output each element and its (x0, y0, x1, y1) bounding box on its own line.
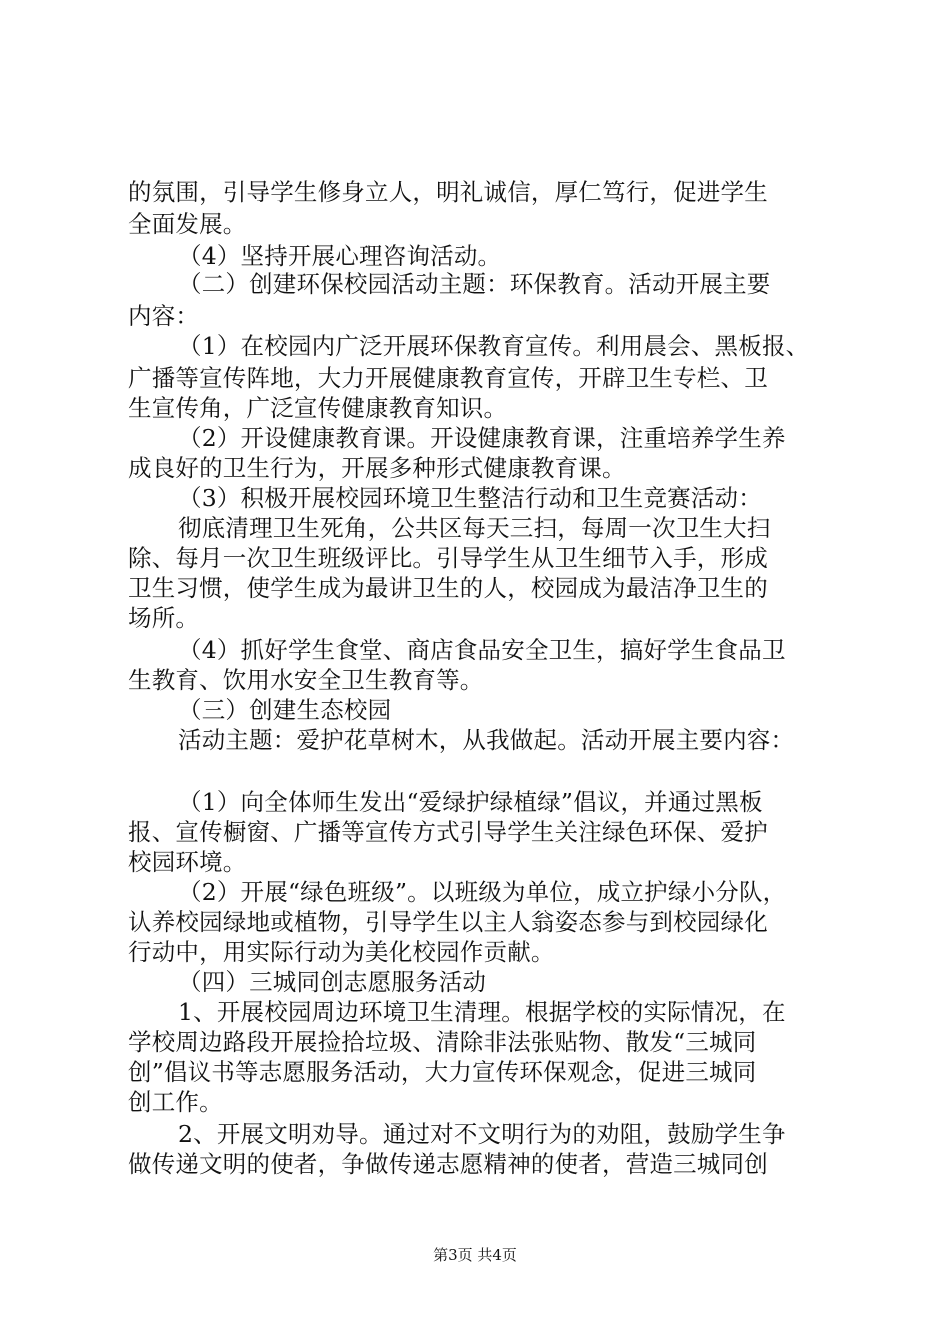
text-line: （三）创建生态校园 (178, 696, 392, 724)
text-line: （4）抓好学生食堂、商店食品安全卫生，搞好学生食品卫 (178, 636, 786, 664)
text-line: （2）开设健康教育课。开设健康教育课，注重培养学生养 (178, 424, 786, 452)
text-line: 的氛围，引导学生修身立人，明礼诚信，厚仁笃行，促进学生 (128, 178, 768, 206)
text-line: （二）创建环保校园活动主题：环保教育。活动开展主要 (178, 270, 771, 298)
text-line: 生教育、饮用水安全卫生教育等。 (128, 666, 484, 694)
text-line: 全面发展。 (128, 210, 247, 238)
text-line: 卫生习惯，使学生成为最讲卫生的人，校园成为最洁净卫生的 (128, 574, 768, 602)
text-line: 创”倡议书等志愿服务活动，大力宣传环保观念，促进三城同 (128, 1058, 757, 1086)
text-line: 创工作。 (128, 1088, 223, 1116)
page-number-footer: 第3页 共4页 (433, 1246, 517, 1264)
text-line: 行动中，用实际行动为美化校园作贡献。 (128, 938, 555, 966)
text-line: 活动主题：爱护花草树木，从我做起。活动开展主要内容： (178, 726, 795, 754)
text-line: 成良好的卫生行为，开展多种形式健康教育课。 (128, 454, 626, 482)
text-line: 做传递文明的使者，争做传递志愿精神的使者，营造三城同创 (128, 1150, 768, 1178)
text-line: 2、开展文明劝导。通过对不文明行为的劝阻，鼓励学生争 (178, 1120, 786, 1148)
text-line: （2）开展“绿色班级”。以班级为单位，成立护绿小分队， (178, 878, 787, 906)
text-line: 内容： (128, 302, 200, 330)
text-line: 认养校园绿地或植物，引导学生以主人翁姿态参与到校园绿化 (128, 908, 768, 936)
text-line: 生宣传角，广泛宣传健康教育知识。 (128, 394, 508, 422)
text-line: 除、每月一次卫生班级评比。引导学生从卫生细节入手，形成 (128, 544, 768, 572)
text-line: 报、宣传橱窗、广播等宣传方式引导学生关注绿色环保、爱护 (128, 818, 768, 846)
text-line: （1）向全体师生发出“爱绿护绿植绿”倡议，并通过黑板 (178, 788, 763, 816)
text-line: 广播等宣传阵地，大力开展健康教育宣传，开辟卫生专栏、卫 (128, 364, 768, 392)
text-line: 场所。 (128, 604, 200, 632)
text-line: 学校周边路段开展捡拾垃圾、清除非法张贴物、散发“三城同 (128, 1028, 757, 1056)
text-line: （4）坚持开展心理咨询活动。 (178, 242, 502, 270)
text-line: （3）积极开展校园环境卫生整洁行动和卫生竞赛活动： (178, 484, 762, 512)
text-line: 校园环境。 (128, 848, 247, 876)
text-line: 1、开展校园周边环境卫生清理。根据学校的实际情况，在 (178, 998, 786, 1026)
text-line: （四）三城同创志愿服务活动 (178, 968, 487, 996)
text-line: （1）在校园内广泛开展环保教育宣传。利用晨会、黑板报、 (178, 332, 810, 360)
text-line: 彻底清理卫生死角，公共区每天三扫，每周一次卫生大扫 (178, 514, 771, 542)
